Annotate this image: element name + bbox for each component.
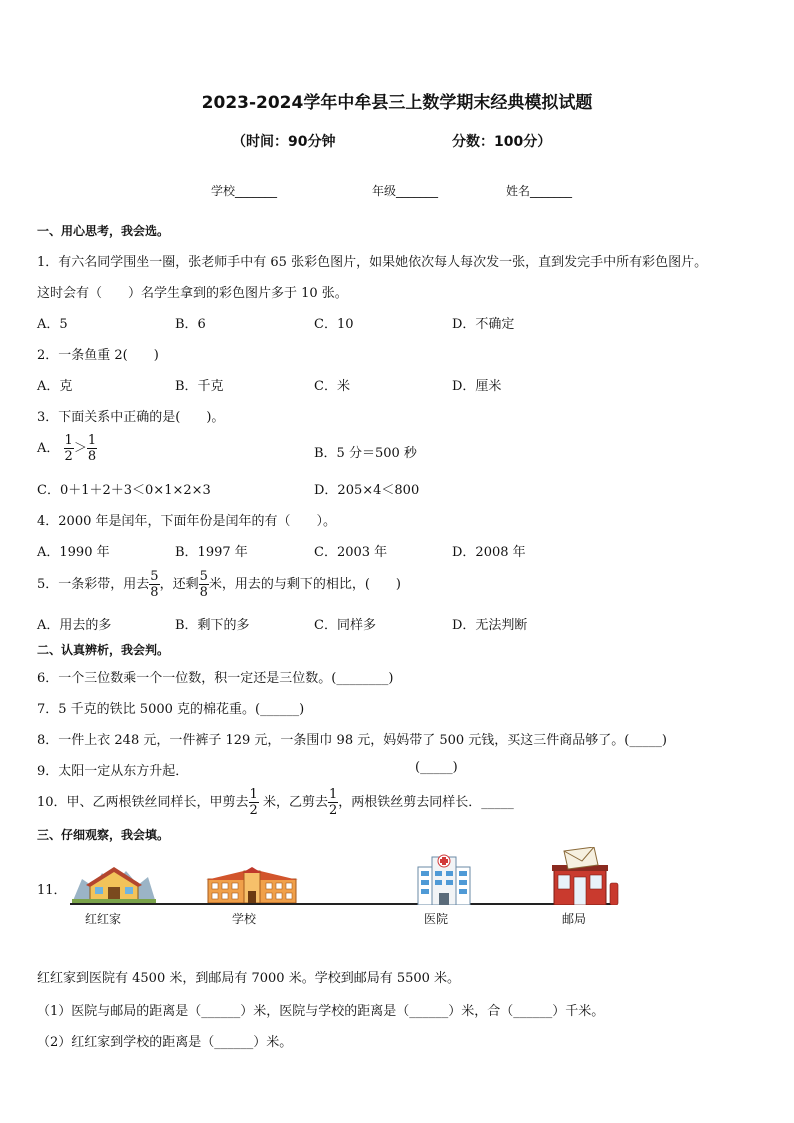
q1-option-b: B．6 [175,317,206,332]
q1-stem-line2: 这时会有（ ）名学生拿到的彩色图片多于 10 张。 [37,286,348,301]
q5-fraction-2 [199,569,209,600]
hospital-illustration [416,851,472,905]
section-1-heading: 一、用心思考，我会选。 [37,224,170,238]
fraction-denominator: 8 [199,585,208,600]
school-field: 学校_______ [211,184,278,198]
q3-option-b: B．5 分＝500 秒 [314,446,417,461]
q3-a-prefix: A． [37,441,60,456]
q5-fraction-1 [149,569,159,600]
q1-option-c: C．10 [314,317,354,332]
q11-number: 11． [37,883,67,898]
q2-option-d: D．厘米 [452,379,502,394]
q3-a-fraction-1 [64,433,74,464]
q4-option-b: B．1997 年 [175,545,248,560]
q6: 6．一个三位数乘一个一位数，积一定还是三位数。(________) [37,671,394,686]
q3-stem: 3．下面关系中正确的是( )。 [37,410,225,425]
fraction-denominator: 8 [87,449,97,464]
fraction-denominator: 8 [150,585,159,600]
q10-fraction-2 [328,787,338,818]
post-office-illustration [550,847,620,905]
q11-sub1: （1）医院与邮局的距离是（______）米，医院与学校的距离是（______）米，合（______）千米。 [37,1004,605,1019]
q11-info: 红红家到医院有 4500 米，到邮局有 7000 米。学校到邮局有 5500 米。 [37,971,461,986]
q10-fraction-1 [249,787,259,818]
q5-option-d: D．无法判断 [452,618,528,633]
grade-field: 年级_______ [372,184,439,198]
q3-option-d: D．205×4＜800 [314,483,420,498]
q1-option-a: A．5 [37,317,68,332]
label-post-office: 邮局 [562,912,587,926]
q10-text-3: ，两根铁丝剪去同样长．_____ [338,795,514,810]
fraction-denominator: 2 [64,449,73,464]
house-illustration [72,865,156,905]
q5-text-3: 米，用去的与剩下的相比，( ) [208,577,402,592]
fraction-numerator: 5 [199,569,208,584]
q2-option-c: C．米 [314,379,350,394]
exam-title: 2023-2024学年中牟县三上数学期末经典模拟试题 [201,93,593,113]
q3-option-a [37,433,97,464]
fraction-numerator: 5 [150,569,159,584]
q4-option-c: C．2003 年 [314,545,388,560]
q5-option-a: A．用去的多 [37,618,112,633]
fraction-denominator: 2 [249,803,258,818]
section-2-heading: 二、认真辨析，我会判。 [37,643,170,657]
fraction-numerator: 1 [328,787,338,802]
q3-a-fraction-2 [87,433,97,464]
label-home: 红红家 [85,912,122,926]
q2-option-b: B．千克 [175,379,224,394]
name-field: 姓名_______ [506,184,573,198]
q11-sub2: （2）红红家到学校的距离是（______）米。 [37,1035,293,1050]
q9-stem: 9．太阳一定从东方升起． [37,764,189,779]
q4-option-d: D．2008 年 [452,545,526,560]
fraction-denominator: 2 [328,803,338,818]
school-illustration [206,867,298,903]
label-school: 学校 [232,912,257,926]
section-3-heading: 三、仔细观察，我会填。 [37,828,170,842]
q4-option-a: A．1990 年 [37,545,110,560]
q5-text-1: 5．一条彩带，用去 [37,577,150,592]
q5-stem [37,569,401,600]
label-hospital: 医院 [424,912,449,926]
q5-option-b: B．剩下的多 [175,618,250,633]
q3-a-operator: ＞ [73,441,87,456]
q10-stem [37,787,514,818]
q3-option-c: C．0＋1＋2＋3＜0×1×2×3 [37,483,211,498]
q10-text-1: 10．甲、乙两根铁丝同样长，甲剪去 [37,795,249,810]
fraction-numerator: 1 [87,433,97,448]
q9-blank: (_____) [415,760,458,775]
q7: 7．5 千克的铁比 5000 克的棉花重。(______) [37,702,305,717]
q8: 8．一件上衣 248 元，一件裤子 129 元，一条围巾 98 元，妈妈带了 500 元钱，买这三件商品够了。(_____) [37,733,667,748]
q5-text-2: ，还剩 [159,577,199,592]
exam-score: 分数：100分） [452,134,552,150]
q1-stem-line1: 1．有六名同学围坐一圈，张老师手中有 65 张彩色图片，如果她依次每人每次发一张，直到发完手中所有彩色图片。 [37,255,708,270]
q4-stem: 4．2000 年是闰年，下面年份是闰年的有（ ）。 [37,514,336,529]
exam-time: （时间：90分钟 [232,134,336,150]
q1-option-d: D．不确定 [452,317,515,332]
q5-option-c: C．同样多 [314,618,376,633]
fraction-numerator: 1 [64,433,73,448]
q10-text-2: 米，乙剪去 [262,795,328,810]
fraction-numerator: 1 [249,787,258,802]
q2-option-a: A．克 [37,379,73,394]
q2-stem: 2．一条鱼重 2( ) [37,348,159,363]
